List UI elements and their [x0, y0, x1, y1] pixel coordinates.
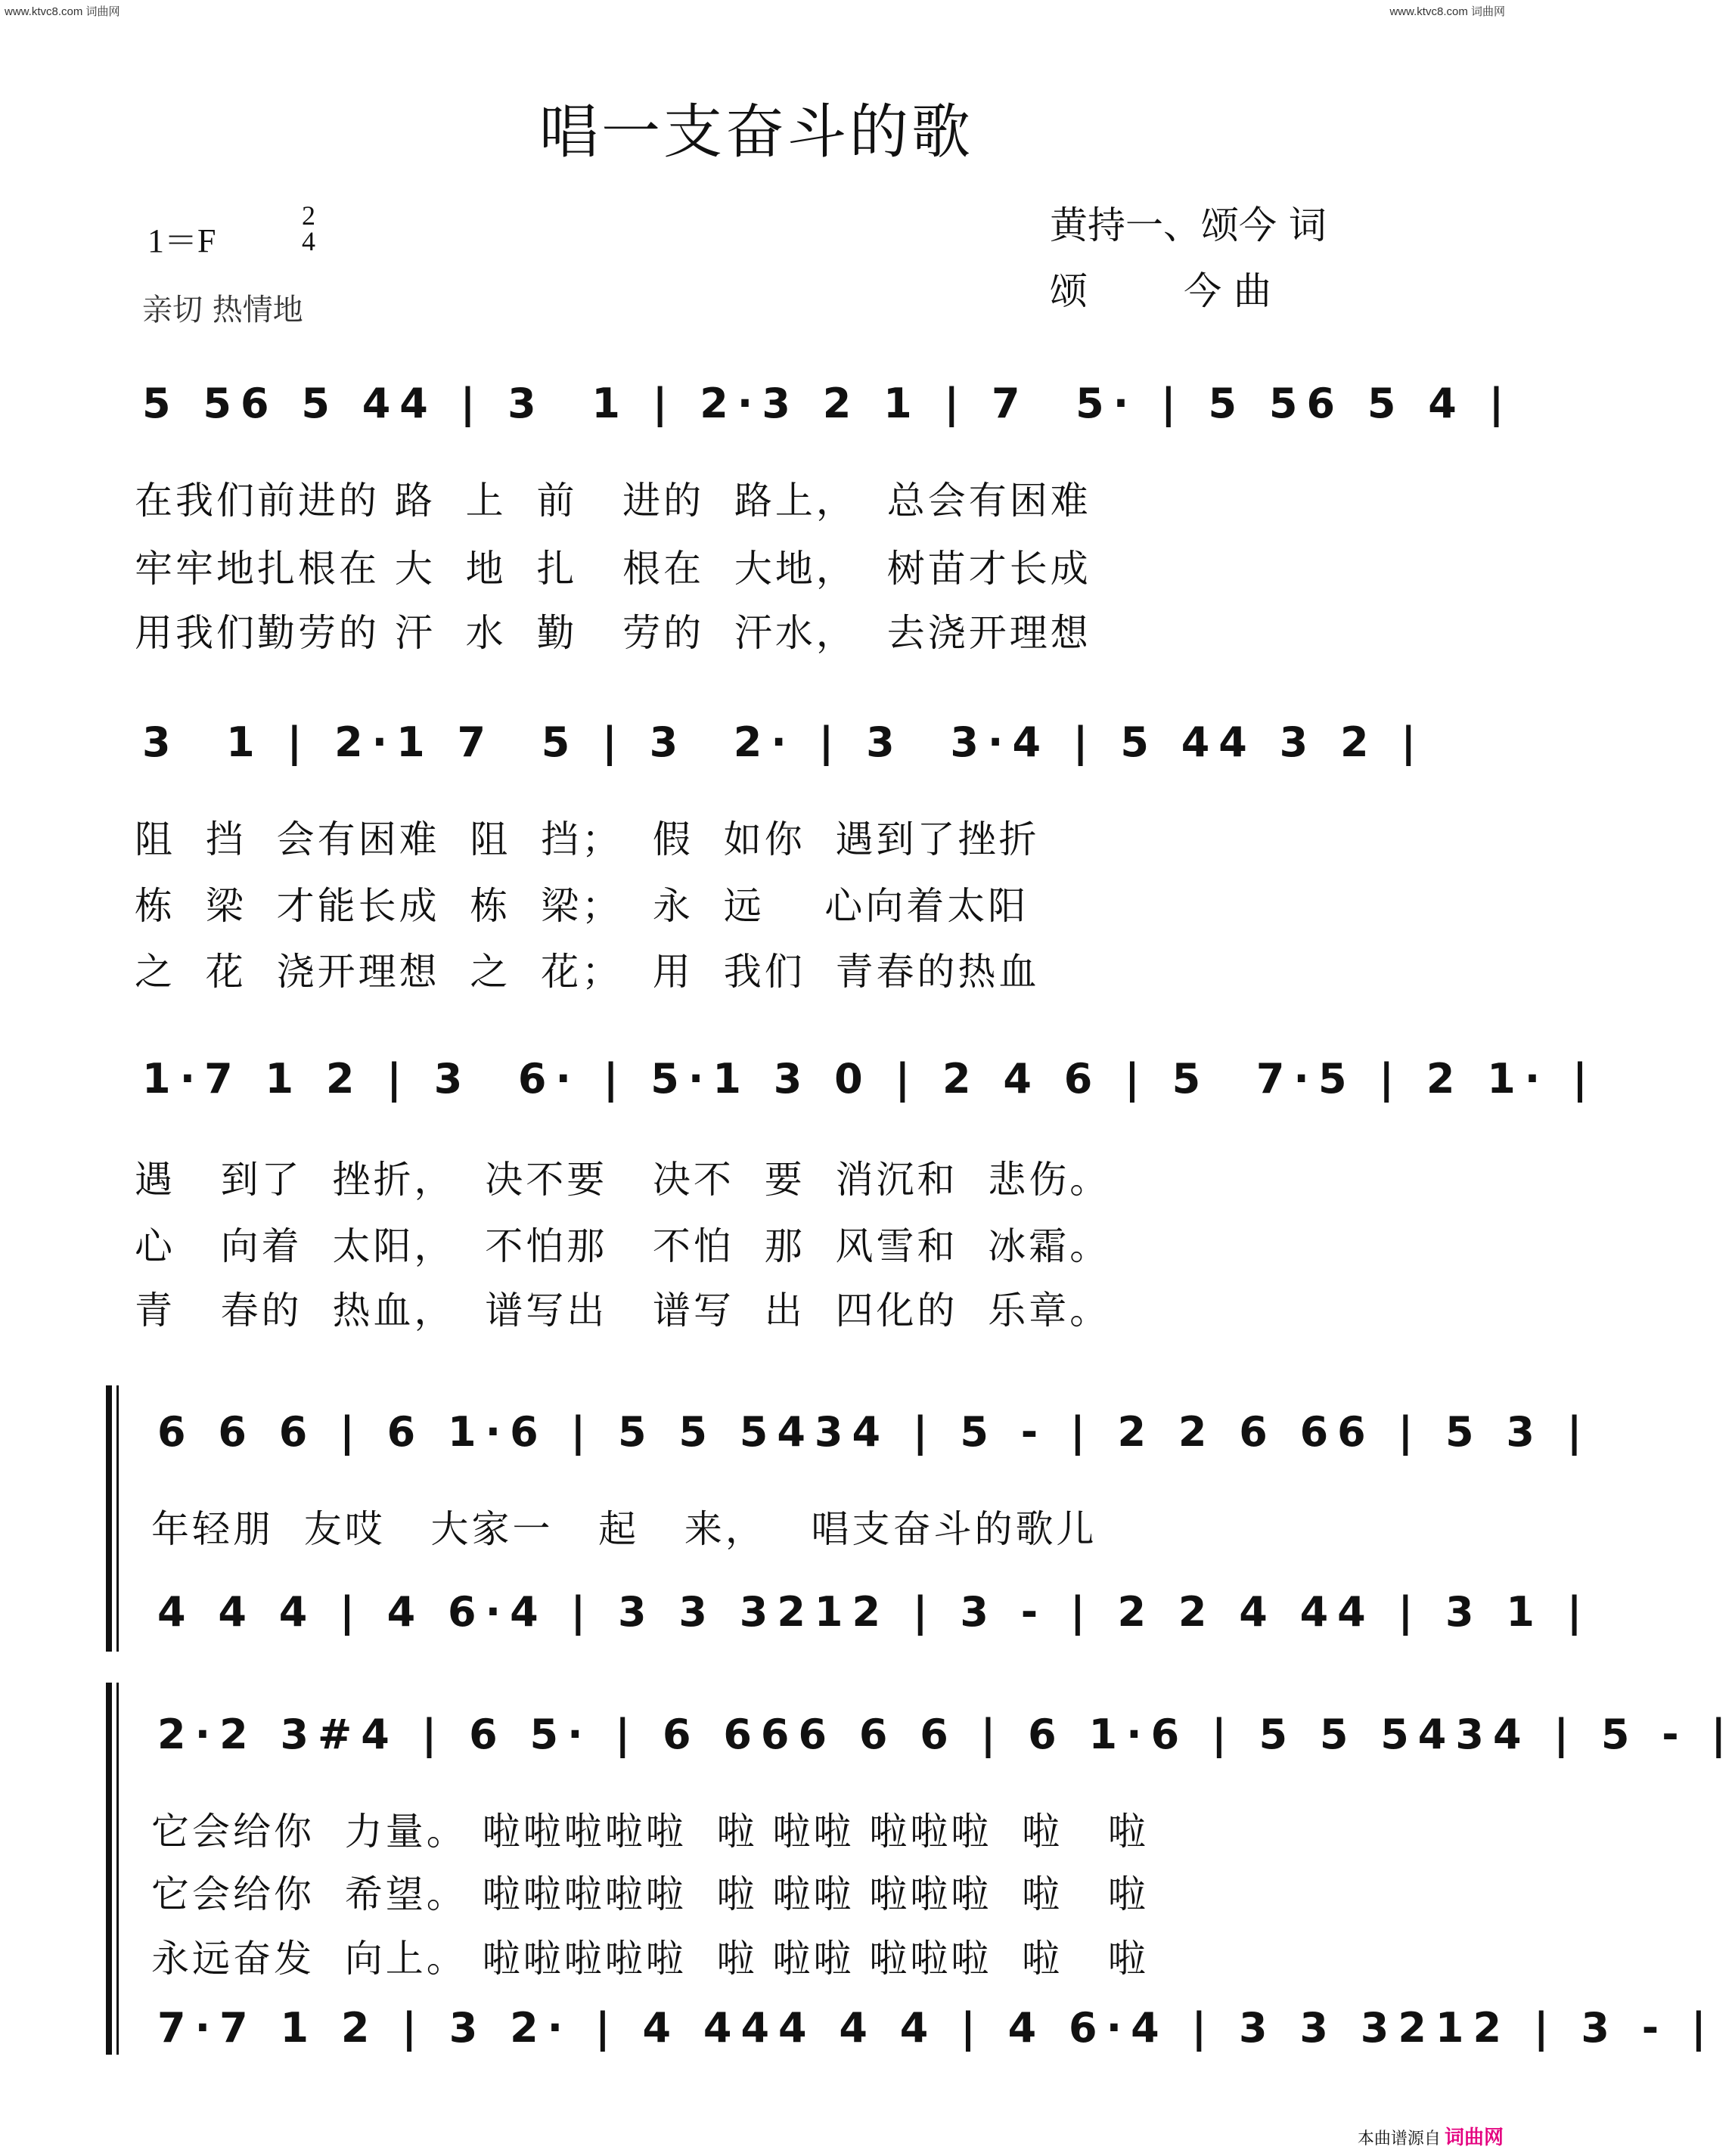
- system-5-lower-notes: 7·7 1 2 | 3 2· | 4 444 4 4 | 4 6·4 | 3 3 3212 | 3 - |: [157, 2004, 1715, 2052]
- system-4-lyric: 年轻朋 友哎 大家一 起 来， 唱支奋斗的歌儿: [151, 1507, 1097, 1551]
- system-5-lyric-verse-1: 它会给你 力量。 啦啦啦啦啦 啦 啦啦 啦啦啦 啦 啦: [151, 1810, 1149, 1854]
- time-signature-bottom: 4: [302, 226, 315, 256]
- tempo-marking: 亲切 热情地: [142, 293, 303, 327]
- system-5-upper-notes: 2·2 3#4 | 6 5· | 6 666 6 6 | 6 1·6 | 5 5 5434 | 5 - |: [157, 1711, 1735, 1758]
- system-5-bracket-thin: [116, 1683, 119, 2055]
- system-1-lyric-verse-3: 用我们勤劳的 汗 水 勤 劳的 汗水， 去浇开理想: [135, 611, 1091, 655]
- system-4-bracket: [106, 1385, 112, 1652]
- source-text: 本曲谱源自: [1357, 2130, 1441, 2148]
- system-2-lyric-verse-1: 阻 挡 会有困难 阻 挡； 假 如你 遇到了挫折: [135, 817, 1040, 861]
- lyricist-credit: 黄持一、颂今 词: [1050, 203, 1327, 247]
- system-2-notes: 3 1 | 2·1 7 5 | 3 2· | 3 3·4 | 5 44 3 2 |: [142, 718, 1426, 766]
- system-3-lyric-verse-3: 青 春的 热血， 谱写出 谱写 出 四化的 乐章。: [135, 1289, 1111, 1332]
- system-4-upper-notes: 6 6 6 | 6 1·6 | 5 5 5434 | 5 - | 2 2 6 66 | 5 3 |: [157, 1408, 1591, 1456]
- composer-credit: 颂 今 曲: [1050, 269, 1272, 313]
- system-4-bracket-thin: [116, 1385, 119, 1652]
- key-signature: 1＝F: [147, 222, 216, 259]
- system-1-notes: 5 56 5 44 | 3 1 | 2·3 2 1 | 7 5· | 5 56 5 4 |: [142, 380, 1513, 427]
- system-5-lyric-verse-3: 永远奋发 向上。 啦啦啦啦啦 啦 啦啦 啦啦啦 啦 啦: [151, 1937, 1149, 1981]
- system-2-lyric-verse-2: 栋 梁 才能长成 栋 梁； 永 远 心向着太阳: [135, 884, 1029, 928]
- system-5-bracket: [106, 1683, 112, 2055]
- system-4-lower-notes: 4 4 4 | 4 6·4 | 3 3 3212 | 3 - | 2 2 4 44 | 3 1 |: [157, 1588, 1591, 1636]
- time-signature-top: 2: [302, 200, 315, 231]
- time-signature: [293, 200, 324, 256]
- song-title: 唱一支奋斗的歌: [539, 98, 973, 166]
- system-3-lyric-verse-2: 心 向着 太阳， 不怕那 不怕 那 风雪和 冰霜。: [135, 1224, 1111, 1268]
- system-3-lyric-verse-1: 遇 到了 挫折， 决不要 决不 要 消沉和 悲伤。: [135, 1158, 1111, 1202]
- system-3-notes: 1·7 1 2 | 3 6· | 5·1 3 0 | 2 4 6 | 5 7·5 | 2 1· |: [142, 1055, 1597, 1103]
- watermark-top-right: www.ktvc8.com 词曲网: [1389, 5, 1505, 18]
- watermark-top-left: www.ktvc8.com 词曲网: [5, 5, 120, 18]
- source-footer: [1358, 2122, 1504, 2150]
- system-2-lyric-verse-3: 之 花 浇开理想 之 花； 用 我们 青春的热血: [135, 950, 1040, 994]
- system-1-lyric-verse-1: 在我们前进的 路 上 前 进的 路上， 总会有困难: [135, 479, 1091, 523]
- system-1-lyric-verse-2: 牢牢地扎根在 大 地 扎 根在 大地， 树苗才长成: [135, 547, 1091, 591]
- brand-logo: 词曲网: [1444, 2127, 1504, 2149]
- system-5-lyric-verse-2: 它会给你 希望。 啦啦啦啦啦 啦 啦啦 啦啦啦 啦 啦: [151, 1872, 1149, 1916]
